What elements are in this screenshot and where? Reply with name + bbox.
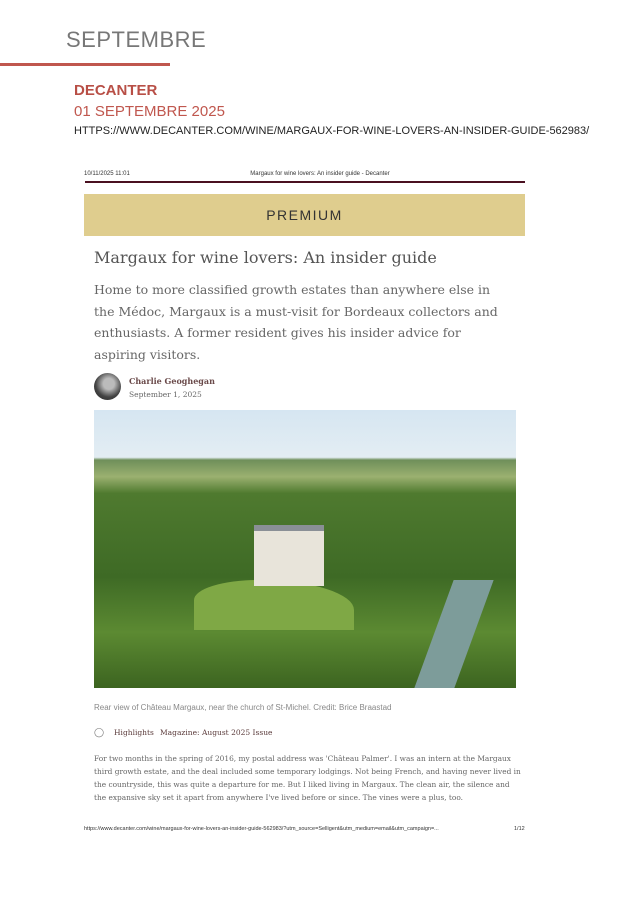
- tag-link[interactable]: Magazine: August 2025 Issue: [160, 728, 273, 737]
- print-footer-url: https://www.decanter.com/wine/margaux-for-wine-lovers-an-insider-guide-562983/?utm_source=Selligent&utm_medium=email&utm_campaign=...: [84, 826, 439, 832]
- author-avatar: [94, 373, 121, 400]
- chateau: [254, 525, 324, 586]
- premium-banner: [84, 194, 525, 236]
- canal: [414, 580, 493, 688]
- print-rule: [85, 181, 525, 183]
- lawn: [194, 580, 354, 630]
- image-caption: Rear view of Château Margaux, near the church of St-Michel. Credit: Brice Braastad: [94, 703, 392, 712]
- print-title: Margaux for wine lovers: An insider guide - Decanter: [250, 171, 390, 177]
- article-date: September 1, 2025: [129, 390, 202, 399]
- article-body: For two months in the spring of 2016, my postal address was 'Château Palmer'. I was an intern at the Margaux third growth estate, and the deal included some temporary lodgings. Not being French, and having never lived in the countryside, this was quite a departure for me. But I liked living in Margaux. The clean air, the silence and the expansive sky set it apart from anywhere I've lived before or since. The vines were a plus, too.: [94, 754, 521, 802]
- article-dek: Home to more classified growth estates than anywhere else in the Médoc, Margaux is a must-visit for Bordeaux collectors and enthusiasts. A former resident gives his insider advice for aspiring visitors.: [94, 282, 498, 362]
- premium-label: PREMIUM: [266, 207, 343, 223]
- author-name[interactable]: Charlie Geoghegan: [129, 376, 215, 386]
- print-timestamp: 10/11/2025 11:01: [84, 171, 130, 177]
- hero-image: [94, 410, 516, 688]
- source-url[interactable]: HTTPS://WWW.DECANTER.COM/WINE/MARGAUX-FOR-WINE-LOVERS-AN-INSIDER-GUIDE-562983/: [74, 125, 590, 137]
- source-name: DECANTER: [74, 82, 158, 99]
- divider: [0, 63, 170, 66]
- article-headline: Margaux for wine lovers: An insider guide: [94, 248, 437, 267]
- tag-icon: ◯: [94, 727, 105, 737]
- section-month: SEPTEMBRE: [66, 27, 207, 52]
- tag-link[interactable]: Highlights: [114, 728, 154, 737]
- page-number: 1/12: [514, 826, 525, 832]
- publication-date: 01 SEPTEMBRE 2025: [74, 103, 225, 120]
